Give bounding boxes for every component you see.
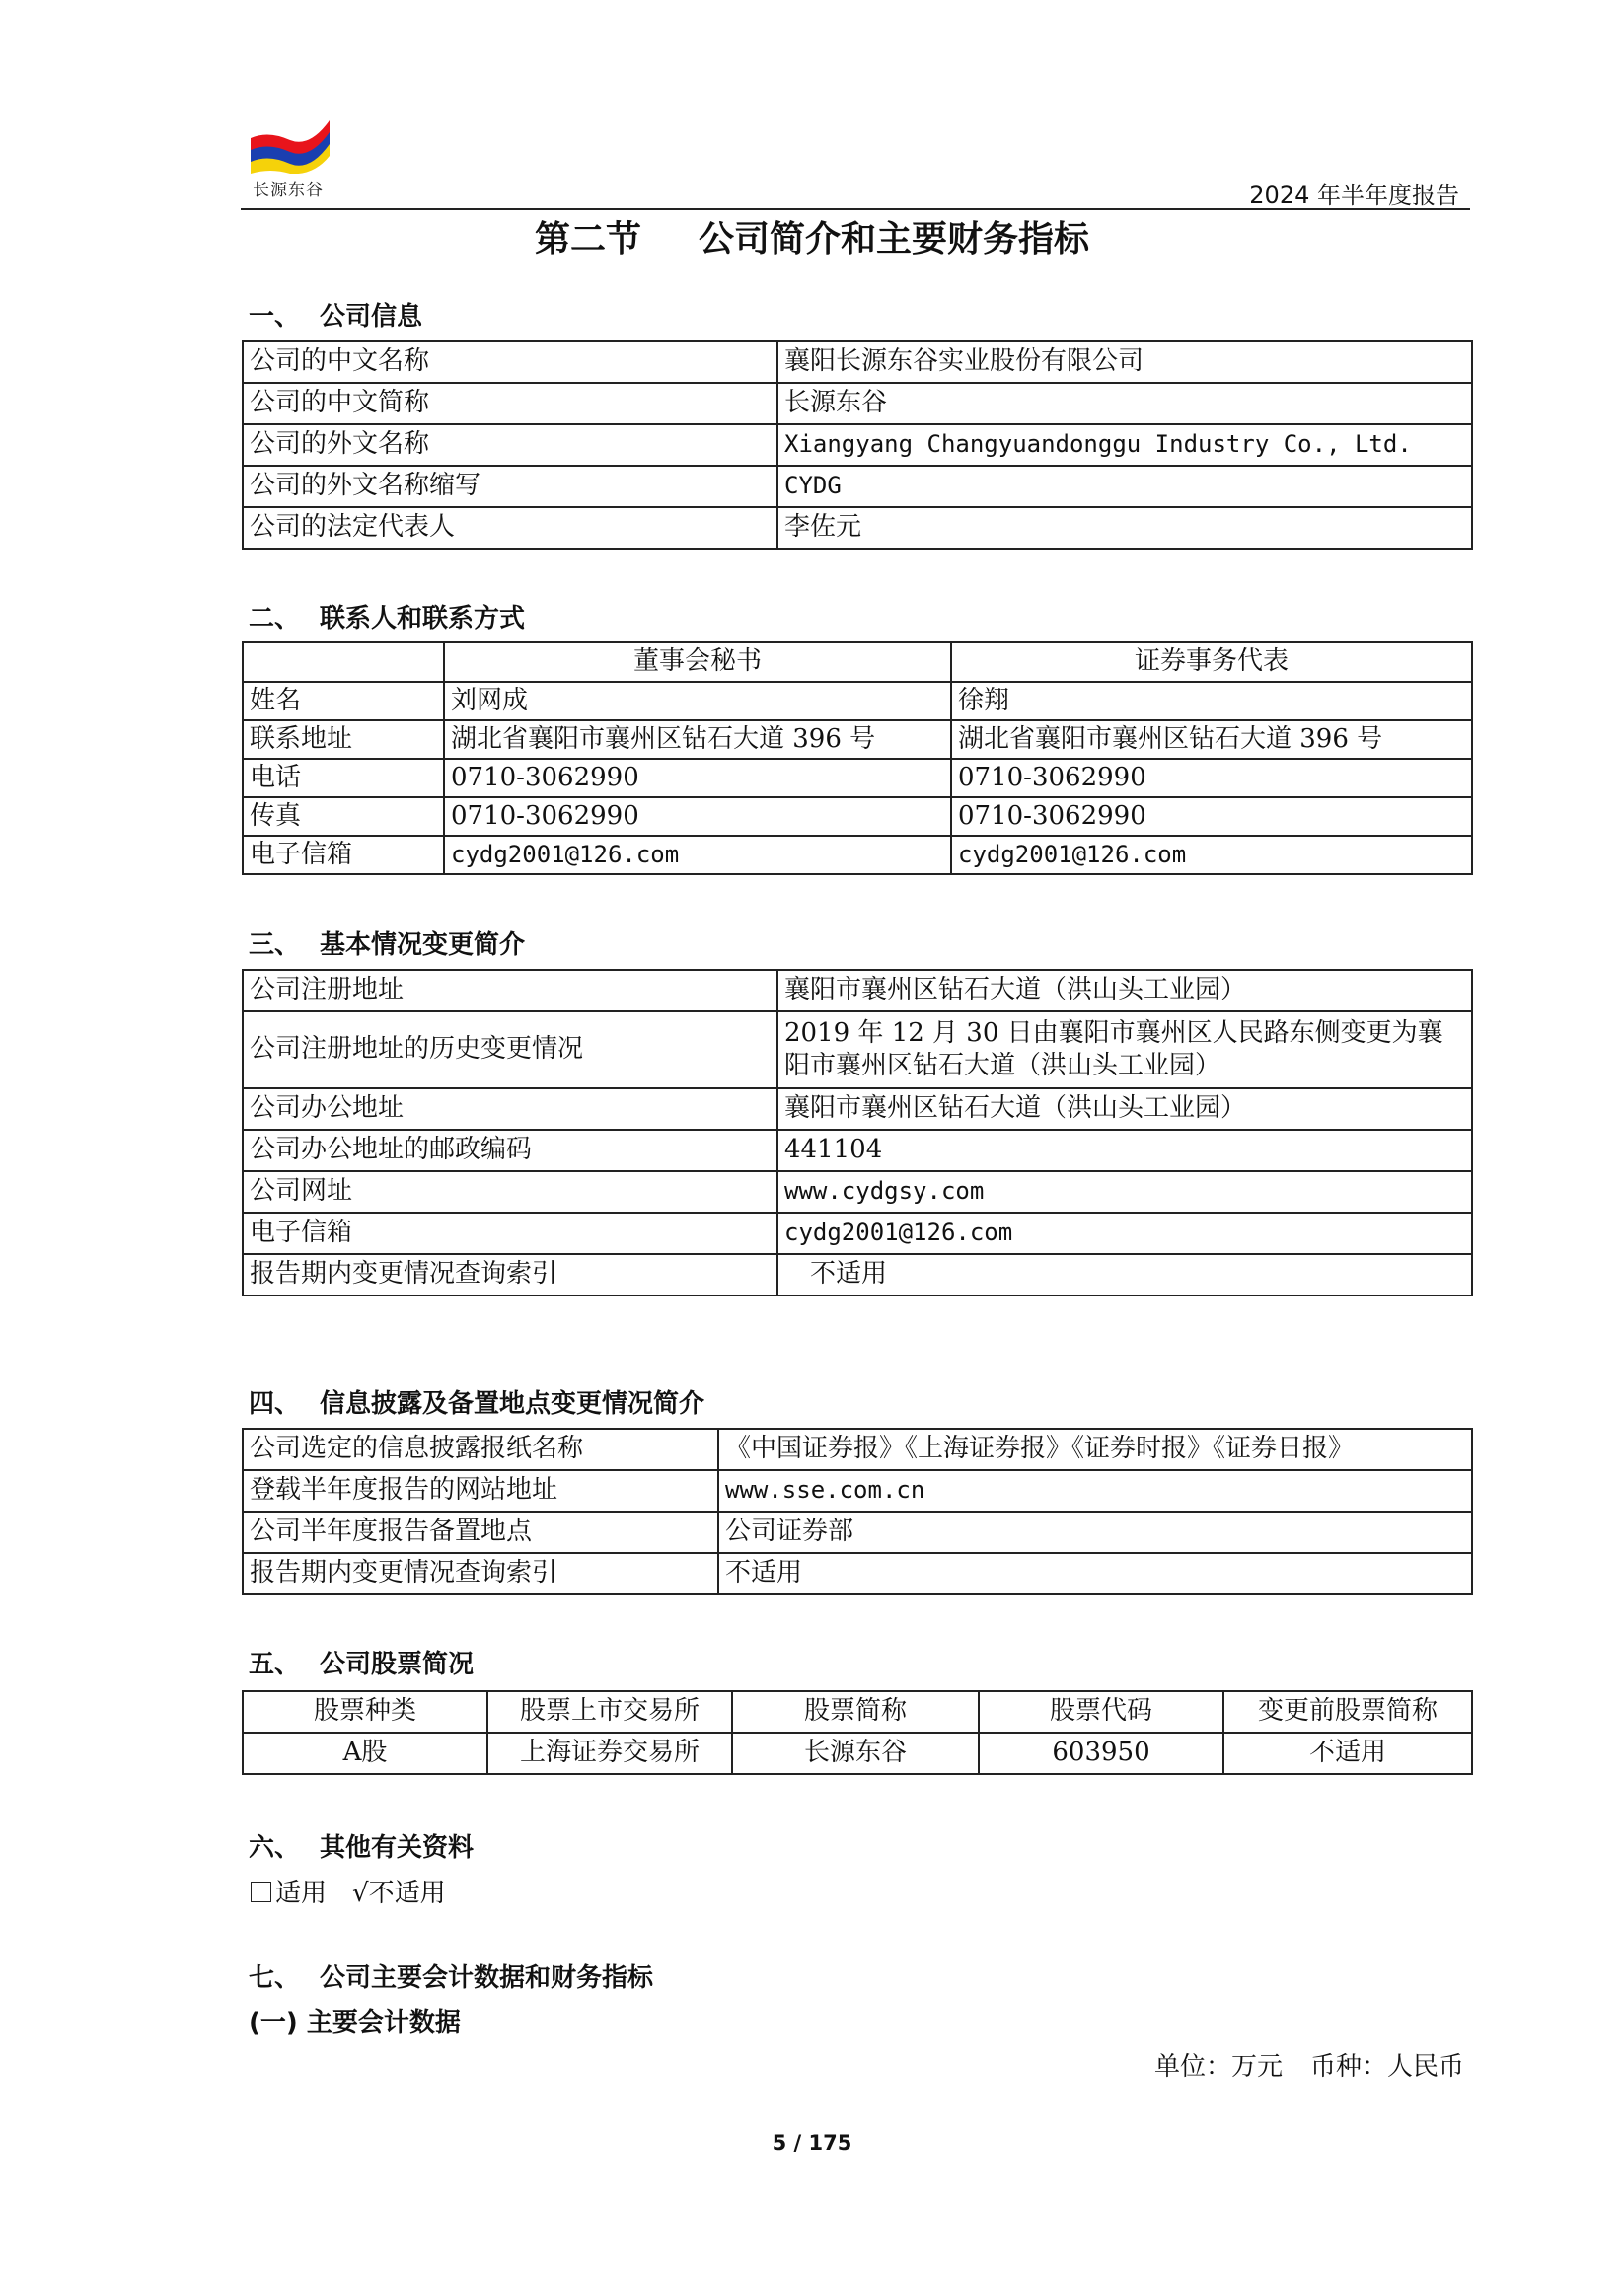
page-number: 5 / 175 <box>772 2131 852 2155</box>
row-label: 公司的法定代表人 <box>243 507 777 549</box>
unit-currency-line <box>1154 2046 1464 2083</box>
stock-short-name: 长源东谷 <box>732 1733 979 1774</box>
empty-checkbox-icon <box>251 1882 271 1902</box>
row-value: 襄阳长源东谷实业股份有限公司 <box>777 341 1472 383</box>
row-value: 441104 <box>777 1130 1472 1171</box>
not-applicable-label: 不适用 <box>368 1879 446 1908</box>
column-header <box>243 642 444 682</box>
table-row <box>243 1733 1472 1774</box>
secretary-value: 湖北省襄阳市襄州区钻石大道 396 号 <box>444 720 951 759</box>
row-label: 电话 <box>243 759 444 797</box>
table-row <box>243 720 1472 759</box>
stock-code: 603950 <box>979 1733 1223 1774</box>
header-divider <box>241 208 1470 210</box>
section-heading-basic-changes: 三、 基本情况变更简介 <box>249 930 526 960</box>
row-label: 公司的外文名称缩写 <box>243 466 777 507</box>
row-label: 公司的中文简称 <box>243 383 777 424</box>
rep-value: 湖北省襄阳市襄州区钻石大道 396 号 <box>951 720 1472 759</box>
column-header: 变更前股票简称 <box>1223 1691 1472 1733</box>
table-row <box>243 1011 1472 1088</box>
table-row <box>243 836 1472 874</box>
row-label: 传真 <box>243 797 444 836</box>
contacts-table <box>242 641 1473 875</box>
table-row <box>243 1254 1472 1296</box>
table-row <box>243 466 1472 507</box>
basic-changes-table <box>242 969 1473 1296</box>
row-value: 2019 年 12 月 30 日由襄阳市襄州区人民路东侧变更为襄阳市襄州区钻石大道（洪山头工业园） <box>777 1011 1472 1088</box>
table-row <box>243 1088 1472 1130</box>
row-value: 襄阳市襄州区钻石大道（洪山头工业园） <box>777 970 1472 1011</box>
table-row <box>243 1470 1472 1512</box>
section-heading-disclosure: 四、 信息披露及备置地点变更情况简介 <box>249 1389 705 1419</box>
column-header: 股票简称 <box>732 1691 979 1733</box>
table-row <box>243 341 1472 383</box>
row-value: 长源东谷 <box>777 383 1472 424</box>
chapter-number: 第二节 <box>534 219 641 259</box>
table-row <box>243 759 1472 797</box>
row-label: 电子信箱 <box>243 836 444 874</box>
applicable-label: 适用 <box>275 1879 328 1908</box>
column-header: 证券事务代表 <box>951 642 1472 682</box>
chapter-title <box>0 211 1624 261</box>
row-value: cydg2001@126.com <box>777 1213 1472 1254</box>
column-header: 股票代码 <box>979 1691 1223 1733</box>
table-header-row <box>243 642 1472 682</box>
row-value: CYDG <box>777 466 1472 507</box>
row-value: www.cydgsy.com <box>777 1171 1472 1213</box>
row-label: 公司的外文名称 <box>243 424 777 466</box>
chapter-name: 公司简介和主要财务指标 <box>699 219 1090 259</box>
row-value: 《中国证券报》《上海证券报》《证券时报》《证券日报》 <box>718 1429 1472 1470</box>
rep-value: 0710-3062990 <box>951 759 1472 797</box>
table-row <box>243 507 1472 549</box>
row-value: Xiangyang Changyuandonggu Industry Co., Ltd. <box>777 424 1472 466</box>
applicability-line <box>251 1873 446 1909</box>
section-heading-contacts: 二、 联系人和联系方式 <box>249 604 526 633</box>
former-short-name: 不适用 <box>1223 1733 1472 1774</box>
row-label: 公司办公地址 <box>243 1088 777 1130</box>
subsection-heading-accounting-data: (一) 主要会计数据 <box>249 2008 461 2037</box>
row-label: 公司注册地址 <box>243 970 777 1011</box>
company-logo <box>249 116 337 200</box>
row-label: 报告期内变更情况查询索引 <box>243 1553 718 1594</box>
secretary-value: 刘网成 <box>444 682 951 720</box>
disclosure-table <box>242 1428 1473 1595</box>
table-row <box>243 970 1472 1011</box>
rep-value: cydg2001@126.com <box>951 836 1472 874</box>
row-label: 公司半年度报告备置地点 <box>243 1512 718 1553</box>
table-row <box>243 1429 1472 1470</box>
table-row <box>243 424 1472 466</box>
row-value: 不适用 <box>718 1553 1472 1594</box>
secretary-value: 0710-3062990 <box>444 797 951 836</box>
row-label: 公司选定的信息披露报纸名称 <box>243 1429 718 1470</box>
row-value: 襄阳市襄州区钻石大道（洪山头工业园） <box>777 1088 1472 1130</box>
stock-type: A股 <box>243 1733 487 1774</box>
table-row <box>243 1553 1472 1594</box>
row-value: 不适用 <box>777 1254 1472 1296</box>
checkmark-icon: √ <box>352 1879 369 1908</box>
table-row <box>243 1213 1472 1254</box>
rep-value: 徐翔 <box>951 682 1472 720</box>
table-row <box>243 1512 1472 1553</box>
secretary-value: 0710-3062990 <box>444 759 951 797</box>
section-heading-stock: 五、 公司股票简况 <box>249 1650 475 1679</box>
column-header: 股票上市交易所 <box>487 1691 732 1733</box>
row-label: 电子信箱 <box>243 1213 777 1254</box>
stock-exchange: 上海证券交易所 <box>487 1733 732 1774</box>
table-row <box>243 1130 1472 1171</box>
rep-value: 0710-3062990 <box>951 797 1472 836</box>
row-value: www.sse.com.cn <box>718 1470 1472 1512</box>
row-label: 报告期内变更情况查询索引 <box>243 1254 777 1296</box>
company-info-table <box>242 340 1473 550</box>
row-label: 公司网址 <box>243 1171 777 1213</box>
table-row <box>243 682 1472 720</box>
row-value: 李佐元 <box>777 507 1472 549</box>
row-label: 登载半年度报告的网站地址 <box>243 1470 718 1512</box>
row-label: 公司注册地址的历史变更情况 <box>243 1011 777 1088</box>
unit-label: 单位：万元 <box>1153 2052 1283 2082</box>
table-row <box>243 797 1472 836</box>
table-row <box>243 1171 1472 1213</box>
stock-table <box>242 1690 1473 1775</box>
report-title: 2024 年半年度报告 <box>1249 182 1459 209</box>
column-header: 董事会秘书 <box>444 642 951 682</box>
row-label: 联系地址 <box>243 720 444 759</box>
section-heading-financials: 七、 公司主要会计数据和财务指标 <box>249 1963 654 1993</box>
section-heading-other-info: 六、 其他有关资料 <box>249 1833 475 1863</box>
row-value: 公司证券部 <box>718 1512 1472 1553</box>
currency-label: 币种：人民币 <box>1309 2052 1464 2082</box>
column-header: 股票种类 <box>243 1691 487 1733</box>
secretary-value: cydg2001@126.com <box>444 836 951 874</box>
row-label: 公司的中文名称 <box>243 341 777 383</box>
row-label: 姓名 <box>243 682 444 720</box>
table-header-row <box>243 1691 1472 1733</box>
table-row <box>243 383 1472 424</box>
logo-flag-icon <box>249 116 332 174</box>
section-heading-company-info: 一、 公司信息 <box>249 302 423 332</box>
logo-text: 长源东谷 <box>253 181 324 200</box>
row-label: 公司办公地址的邮政编码 <box>243 1130 777 1171</box>
